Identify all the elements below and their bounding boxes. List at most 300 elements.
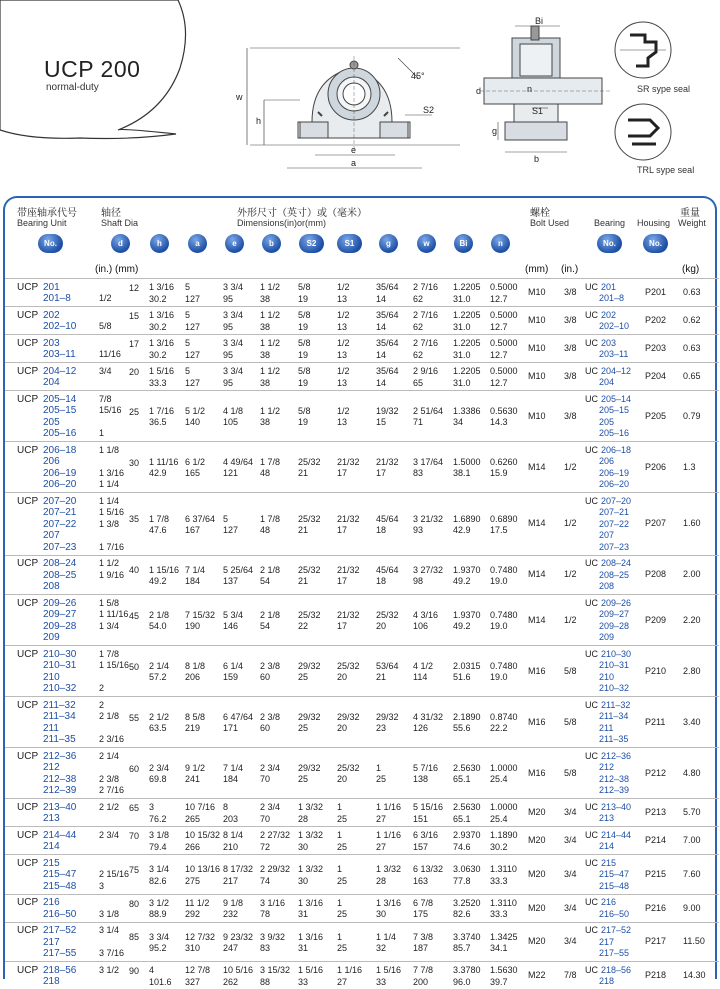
dim-g-inch: 35/64 <box>376 310 399 321</box>
dim-s1-mm: 17 <box>337 468 348 479</box>
dim-s1-inch: 1/2 <box>337 366 350 377</box>
dim-s2-inch: 25/32 <box>298 564 321 575</box>
dim-h-mm: 30.2 <box>149 321 167 332</box>
dim-e-inch: 9 23/32 <box>223 931 254 942</box>
weight-value: 14.30 <box>683 970 706 980</box>
dim-s1-mm: 13 <box>337 377 348 388</box>
dim-g-inch: 35/64 <box>376 366 399 377</box>
weight-value: 2.00 <box>683 569 701 580</box>
dim-g-inch: 53/64 <box>376 660 399 671</box>
dim-e-mm: 95 <box>223 349 234 360</box>
dim-h-inch: 3 1/2 <box>149 897 170 908</box>
dim-n-mm: 12.7 <box>490 293 508 304</box>
bearing-code: 210–32 <box>599 683 630 693</box>
dim-h-inch: 1 7/8 <box>149 513 170 524</box>
dim-a-mm: 266 <box>185 841 201 852</box>
unit-code: 201–8 <box>43 293 71 304</box>
unit-kg: (kg) <box>682 264 700 275</box>
unit-prefix: UCP <box>17 281 39 293</box>
shaft-inch: 2 15/16 <box>99 869 130 879</box>
dim-h-inch: 3 <box>149 802 155 813</box>
dim-g-mm: 21 <box>376 672 387 683</box>
shaft-inch: 1/2 <box>99 293 112 303</box>
dim-w-inch: 6 3/16 <box>413 830 439 841</box>
dim-s2-mm: 30 <box>298 875 309 886</box>
dim-s1-inch: 21/32 <box>337 609 360 620</box>
dim-n-mm: 25.4 <box>490 813 508 824</box>
dim-s2-inch: 1 5/16 <box>298 965 324 976</box>
bearing-prefix: UC <box>585 309 598 320</box>
weight-value: 7.60 <box>683 868 701 879</box>
dim-s2-mm: 21 <box>298 468 309 479</box>
unit-prefix: UCP <box>17 365 39 377</box>
shaft-inch: 2 7/16 <box>99 785 125 795</box>
shaft-inch: 1 3/4 <box>99 620 120 631</box>
dim-s1-mm: 13 <box>337 349 348 360</box>
shaft-mm: 85 <box>129 932 140 943</box>
unit-code: 208 <box>43 581 60 592</box>
bolt-mm: M20 <box>528 835 546 845</box>
unit-code: 209–26 <box>43 597 77 609</box>
dim-n-inch: 1.1890 <box>490 830 518 841</box>
dim-b-inch: 2 3/8 <box>260 660 281 671</box>
housing-no: P208 <box>645 569 667 580</box>
units-row <box>5 264 719 276</box>
dim-s2-mm: 25 <box>298 723 309 734</box>
dim-s1-mm: 27 <box>337 976 348 987</box>
bearing-code: 211–34 <box>599 711 629 721</box>
unit-code: 202 <box>43 309 60 321</box>
dim-s2-mm: 21 <box>298 525 309 535</box>
dim-e-mm: 217 <box>223 875 239 886</box>
dim-bi-inch: 2.9370 <box>453 830 481 841</box>
dim-w-inch: 3 17/64 <box>413 456 444 467</box>
housing-no: P218 <box>645 970 667 980</box>
unit-code: 205–16 <box>43 428 77 439</box>
housing-no: P214 <box>645 835 667 845</box>
dim-h-inch: 1 3/16 <box>149 338 175 349</box>
dim-s2-inch: 29/32 <box>298 762 321 773</box>
dim-b-inch: 1 1/2 <box>260 310 281 321</box>
dim-e-mm: 203 <box>223 813 239 824</box>
dim-g-inch: 25/32 <box>376 609 399 620</box>
badge-w: w <box>417 234 436 253</box>
dim-bi-mm: 31.0 <box>453 377 471 388</box>
bearing-code: 215–48 <box>599 880 630 891</box>
dim-g-inch: 19/32 <box>376 405 399 416</box>
bearing-code: 212–38 <box>599 773 630 784</box>
bearing-prefix: UC <box>585 897 598 907</box>
dim-bi-inch: 3.3740 <box>453 931 481 942</box>
bolt-mm: M16 <box>528 767 546 778</box>
dim-b-inch: 1 1/2 <box>260 366 281 377</box>
dim-a-mm: 219 <box>185 723 201 734</box>
unit-code: 206–20 <box>43 479 77 490</box>
dim-s1-mm: 17 <box>337 576 348 586</box>
bolt-inch: 1/2 <box>564 461 577 472</box>
dim-s2-inch: 29/32 <box>298 711 321 722</box>
dim-g-inch: 45/64 <box>376 564 399 575</box>
dim-s1-inch: 29/32 <box>337 711 360 722</box>
dim-e-mm: 127 <box>223 525 239 535</box>
dim-n-mm: 33.3 <box>490 875 508 886</box>
dim-h-inch: 3 3/4 <box>149 931 170 942</box>
dim-b-mm: 38 <box>260 417 271 428</box>
dim-n-inch: 0.7480 <box>490 609 518 620</box>
bearing-en: Bearing <box>594 218 626 228</box>
dim-h-mm: 101.6 <box>149 976 172 987</box>
shaft-mm: 30 <box>129 457 140 468</box>
dim-h-inch: 2 3/4 <box>149 762 170 773</box>
dim-a-mm: 165 <box>185 468 201 479</box>
dim-bi-inch: 2.5630 <box>453 802 481 813</box>
dim-a-mm: 127 <box>185 377 201 388</box>
shaft-mm: 25 <box>129 406 140 417</box>
dim-s1-inch: 25/32 <box>337 660 360 671</box>
dim-w-inch: 7 7/8 <box>413 965 434 976</box>
shaft-inch: 2 1/8 <box>99 711 120 721</box>
dim-a-mm: 190 <box>185 621 201 632</box>
dim-s2-inch: 5/8 <box>298 310 311 321</box>
dim-a-inch: 10 7/16 <box>185 802 216 813</box>
bearing-prefix: UC <box>585 495 598 506</box>
dim-e-mm: 121 <box>223 468 239 479</box>
dim-e-inch: 8 17/32 <box>223 864 254 874</box>
dim-w-mm: 151 <box>413 813 429 824</box>
unit-code: 210–31 <box>43 660 77 671</box>
dim-s1-mm: 25 <box>337 875 348 886</box>
dim-g-mm: 27 <box>376 813 387 824</box>
shaft-mm: 15 <box>129 311 140 321</box>
shaft-dia-cn: 轴径 <box>101 208 121 219</box>
dim-g-inch: 35/64 <box>376 338 399 349</box>
shaft-inch: 1 1/8 <box>99 444 120 455</box>
dim-n-mm: 22.2 <box>490 723 508 734</box>
dim-a-inch: 5 <box>185 282 191 293</box>
dim-w-mm: 175 <box>413 909 429 920</box>
bolt-mm: M20 <box>528 868 546 879</box>
dim-w-mm: 62 <box>413 293 424 304</box>
unit-code: 218 <box>43 976 60 987</box>
bolt-mm: M20 <box>528 936 546 947</box>
trl-seal-label: TRL sype seal <box>637 165 695 175</box>
bearing-code: 206–18 <box>601 444 632 455</box>
bearing-code: 209–26 <box>601 597 632 608</box>
dim-w-inch: 4 31/32 <box>413 711 444 722</box>
unit-code: 203 <box>43 337 60 349</box>
dim-bi-inch: 1.9370 <box>453 609 481 620</box>
weight-value: 5.70 <box>683 807 701 817</box>
unit-code: 209–27 <box>43 609 77 620</box>
shaft-inch: 1 1/4 <box>99 495 120 506</box>
dim-b-mm: 83 <box>260 943 271 953</box>
dim-h-mm: 30.2 <box>149 293 167 304</box>
dim-s2-mm: 25 <box>298 672 309 683</box>
bolt-inch: 1/2 <box>564 518 577 529</box>
bearing-code: 216 <box>601 897 617 907</box>
dim-e-inch: 8 <box>223 802 229 813</box>
dim-bi-inch: 1.6890 <box>453 513 481 524</box>
housing-no: P206 <box>645 461 667 472</box>
dim-a-inch: 5 <box>185 338 191 349</box>
dim-b-inch: 3 15/32 <box>260 965 291 976</box>
shaft-inch: 1 <box>99 428 105 438</box>
dim-g-inch: 35/64 <box>376 282 399 293</box>
bolt-inch: 3/4 <box>564 835 577 845</box>
dim-b-mm: 54 <box>260 621 271 632</box>
weight-value: 9.00 <box>683 902 701 913</box>
dim-a-inch: 5 <box>185 310 191 321</box>
dim-w-mm: 163 <box>413 875 429 886</box>
bearing-prefix: UC <box>585 648 598 659</box>
housing-no: P209 <box>645 614 667 625</box>
table-row <box>5 922 719 962</box>
badge-unit-no: No. <box>38 234 63 253</box>
dim-n-inch: 1.0000 <box>490 762 518 773</box>
bolt-inch: 1/2 <box>564 614 577 625</box>
unit-prefix: UCP <box>17 597 39 609</box>
shaft-inch: 2 <box>99 683 105 693</box>
dim-n-inch: 0.5630 <box>490 405 518 416</box>
dim-bi-mm: 51.6 <box>453 672 471 683</box>
dim-s2-label: S2 <box>423 105 435 115</box>
bolt-inch: 3/4 <box>564 902 577 913</box>
bearing-code: 209–28 <box>599 620 630 631</box>
dim-bi-mm: 65.1 <box>453 774 471 785</box>
dim-a-inch: 6 37/64 <box>185 513 216 524</box>
unit-prefix: UCP <box>17 829 39 841</box>
dim-s2-inch: 25/32 <box>298 609 321 620</box>
table-row <box>5 594 719 645</box>
dim-e-mm: 159 <box>223 672 239 683</box>
dim-bi-inch: 3.3780 <box>453 965 481 976</box>
dim-b-inch: 3 9/32 <box>260 931 286 942</box>
bearing-code: 217–52 <box>601 925 632 935</box>
shaft-mm: 60 <box>129 763 140 774</box>
dim-w-inch: 6 7/8 <box>413 897 434 908</box>
unit-prefix: UCP <box>17 393 39 405</box>
weight-value: 11.50 <box>683 936 705 947</box>
dim-h-mm: 79.4 <box>149 841 167 852</box>
dim-bi-mm: 31.0 <box>453 293 471 304</box>
dim-s2-mm: 31 <box>298 909 309 920</box>
dim-s1-inch: 1 <box>337 802 343 813</box>
dim-n-mm: 12.7 <box>490 349 508 360</box>
dim-n-inch: 1.3110 <box>490 897 517 908</box>
dim-e-mm: 210 <box>223 841 239 852</box>
housing-no: P202 <box>645 315 667 325</box>
dim-e-label: e <box>351 145 357 155</box>
sr-seal-label: SR sype seal <box>637 84 691 94</box>
housing-no: P204 <box>645 371 667 381</box>
bearing-prefix: UC <box>585 829 598 840</box>
shaft-mm: 55 <box>129 712 140 723</box>
dim-w-inch: 2 7/16 <box>413 282 439 293</box>
dim-d-label: d <box>476 86 482 96</box>
bearing-code: 201 <box>601 281 617 292</box>
dim-e-inch: 3 3/4 <box>223 366 244 377</box>
dim-s2-mm: 31 <box>298 943 309 953</box>
dim-b-inch: 2 1/8 <box>260 564 281 575</box>
unit-code: 211 <box>43 722 59 734</box>
shaft-inch: 11/16 <box>99 349 121 359</box>
dim-e-mm: 95 <box>223 377 234 388</box>
housing-no: P207 <box>645 518 667 529</box>
unit-prefix: UCP <box>17 857 39 869</box>
unit-prefix: UCP <box>17 897 39 908</box>
shaft-mm: 17 <box>129 339 140 349</box>
bearing-code: 216–50 <box>599 908 630 919</box>
dim-e-inch: 8 1/4 <box>223 830 244 841</box>
unit-code: 207–22 <box>43 518 77 530</box>
dim-w-mm: 93 <box>413 525 424 535</box>
table-row <box>5 362 719 390</box>
dim-n-inch: 0.6260 <box>490 456 518 467</box>
dim-s1-inch: 1/2 <box>337 405 350 416</box>
dim-bi-inch: 3.0630 <box>453 864 481 874</box>
badge-housing-no: No. <box>643 234 668 253</box>
bearing-code: 215–47 <box>599 869 630 879</box>
unit-prefix: UCP <box>17 750 39 762</box>
dim-e-mm: 232 <box>223 909 239 920</box>
dim-w-mm: 71 <box>413 417 424 428</box>
dim-e-inch: 5 25/64 <box>223 564 254 575</box>
shaft-mm: 80 <box>129 898 140 909</box>
dim-w-mm: 138 <box>413 774 429 785</box>
shaft-inch: 1 7/16 <box>99 541 125 552</box>
dim-bi-mm: 38.1 <box>453 468 471 479</box>
dim-w-inch: 5 7/16 <box>413 762 439 773</box>
dim-s1-mm: 25 <box>337 813 348 824</box>
dim-b-inch: 2 29/32 <box>260 864 291 874</box>
dim-h-mm: 57.2 <box>149 672 167 683</box>
table-row <box>5 894 719 922</box>
unit-in: (in.) <box>561 264 579 275</box>
dim-s1-inch: 1/2 <box>337 310 350 321</box>
dim-n-mm: 12.7 <box>490 377 508 388</box>
dim-s2-inch: 1 3/32 <box>298 830 324 841</box>
dim-s2-mm: 19 <box>298 377 309 388</box>
bearing-code: 203 <box>601 337 617 348</box>
dim-s2-inch: 29/32 <box>298 660 321 671</box>
weight-cn: 重量 <box>680 208 700 219</box>
unit-code: 206 <box>43 456 60 467</box>
bolt-mm: M14 <box>528 518 546 529</box>
dim-b-inch: 2 1/8 <box>260 609 281 620</box>
weight-value: 0.65 <box>683 371 701 381</box>
dim-a-mm: 206 <box>185 672 201 683</box>
dim-n-inch: 1.3425 <box>490 931 518 942</box>
unit-code: 208–24 <box>43 558 77 569</box>
shaft-inch: 3 1/2 <box>99 964 120 975</box>
unit-code: 204–12 <box>43 365 77 377</box>
dim-h-inch: 1 3/16 <box>149 282 175 293</box>
dim-b-inch: 1 7/8 <box>260 513 281 524</box>
bearing-code: 207–22 <box>599 518 630 529</box>
dim-g-mm: 27 <box>376 841 387 852</box>
dim-b-mm: 78 <box>260 909 271 920</box>
dim-bi-mm: 31.0 <box>453 349 471 360</box>
bolt-mm: M16 <box>528 716 546 727</box>
dim-w-inch: 3 27/32 <box>413 564 444 575</box>
dim-e-inch: 3 3/4 <box>223 282 244 293</box>
dim-h-inch: 1 11/16 <box>149 456 179 467</box>
dim-g-mm: 20 <box>376 621 387 632</box>
bolt-mm: M14 <box>528 569 546 580</box>
dim-n-inch: 0.7480 <box>490 660 518 671</box>
model-title: UCP 200 <box>44 56 141 82</box>
dim-bi-inch: 1.2205 <box>453 310 481 321</box>
unit-code: 210–32 <box>43 683 77 694</box>
dim-s1-mm: 20 <box>337 672 348 683</box>
bearing-unit-en: Bearing Unit <box>17 218 67 228</box>
dim-n-inch: 1.0000 <box>490 802 518 813</box>
unit-code: 214 <box>43 841 60 852</box>
unit-in-mm: (in.) (mm) <box>95 264 139 275</box>
dim-a-mm: 292 <box>185 909 201 920</box>
dim-a-mm: 127 <box>185 349 201 360</box>
bearing-code: 206–20 <box>599 479 630 489</box>
dim-s1-inch: 1 <box>337 830 343 841</box>
unit-code: 214–44 <box>43 829 77 841</box>
dim-n-inch: 0.5000 <box>490 282 518 293</box>
bearing-code: 213–40 <box>601 801 632 812</box>
side-view-drawing <box>480 26 610 152</box>
dim-s2-inch: 25/32 <box>298 456 321 467</box>
dim-n-mm: 19.0 <box>490 672 508 683</box>
dim-n-inch: 0.5000 <box>490 310 518 321</box>
dim-w-mm: 106 <box>413 621 429 632</box>
badge-bi: Bi <box>454 234 473 253</box>
dim-w-label: w <box>236 92 243 102</box>
bearing-code: 218–56 <box>601 964 632 975</box>
dim-angle-label: 45° <box>411 71 425 81</box>
unit-code: 213 <box>43 813 60 824</box>
dim-s1-mm: 25 <box>337 841 348 852</box>
dim-s1-inch: 1/2 <box>337 338 350 349</box>
unit-code: 218–56 <box>43 964 77 976</box>
dim-n-label: n <box>527 84 533 94</box>
bearing-code: 212–36 <box>601 750 632 761</box>
housing-no: P213 <box>645 807 667 817</box>
dim-g-mm: 33 <box>376 976 387 987</box>
dim-bi-mm: 65.1 <box>453 813 471 824</box>
unit-code: 204 <box>43 377 60 388</box>
bearing-code: 211–32 <box>601 699 631 710</box>
dim-h-mm: 49.2 <box>149 576 167 586</box>
dim-s1-inch: 1 <box>337 864 343 874</box>
shaft-inch: 1 11/16 <box>99 609 129 619</box>
bearing-prefix: UC <box>585 857 598 868</box>
bearing-code: 205 <box>599 416 615 427</box>
unit-code: 211–34 <box>43 711 76 722</box>
shaft-inch: 2 1/4 <box>99 750 120 761</box>
bearing-code: 207–20 <box>601 495 632 506</box>
dim-a-inch: 12 7/32 <box>185 931 216 942</box>
bearing-code: 209 <box>599 632 615 642</box>
unit-code: 205–15 <box>43 405 77 416</box>
dim-a-inch: 8 1/8 <box>185 660 206 671</box>
dim-a-inch: 11 1/2 <box>185 897 210 908</box>
bolt-mm: M10 <box>528 315 546 325</box>
dim-h-mm: 42.9 <box>149 468 167 479</box>
bolt-mm: M10 <box>528 371 546 381</box>
dim-a-mm: 167 <box>185 525 201 535</box>
dim-b-mm: 70 <box>260 774 271 785</box>
weight-value: 4.80 <box>683 767 701 778</box>
dim-a-inch: 10 15/32 <box>185 830 221 841</box>
bearing-prefix: UC <box>585 699 598 710</box>
